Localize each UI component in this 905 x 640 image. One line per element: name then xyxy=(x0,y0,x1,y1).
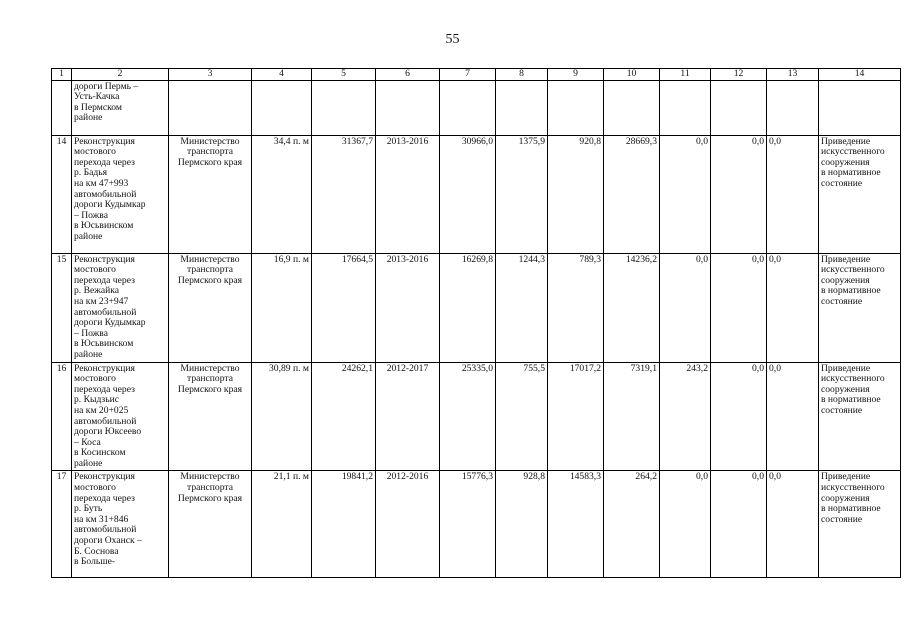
cell-value: 0,0 xyxy=(660,135,711,253)
column-header: 5 xyxy=(312,69,376,81)
customer: Министерство транспорта Пермского края xyxy=(169,135,252,253)
cell-value: 0,0 xyxy=(767,135,819,253)
capacity: 16,9 п. м xyxy=(252,253,312,362)
customer: Министерство транспорта Пермского края xyxy=(169,362,252,471)
table-row xyxy=(52,135,901,253)
cell-value: 28669,3 xyxy=(604,135,660,253)
cell-value: 755,5 xyxy=(496,362,548,471)
cell-value: 17017,2 xyxy=(548,362,604,471)
period: 2013-2016 xyxy=(376,253,440,362)
cell-value: 14583,3 xyxy=(548,471,604,578)
capacity: 34,4 п. м xyxy=(252,135,312,253)
expected-result: Приведение искусственного сооружения в нормативное состояние xyxy=(819,135,901,253)
expected-result: Приведение искусственного сооружения в нормативное состояние xyxy=(819,253,901,362)
column-header: 7 xyxy=(440,69,496,81)
column-header: 11 xyxy=(660,69,711,81)
column-header: 3 xyxy=(169,69,252,81)
column-header: 2 xyxy=(72,69,169,81)
capacity: 30,89 п. м xyxy=(252,362,312,471)
column-number-row xyxy=(52,69,901,81)
column-header: 8 xyxy=(496,69,548,81)
object-name: Реконструкция мостового перехода через р. Буть на км 31+846 автомобильной дороги Оханск – Б. Соснова в Больше- xyxy=(72,471,169,578)
object-name: Реконструкция мостового перехода через р. Кыдзьис на км 20+025 автомобильной дороги Юксеево – Коса в Косинском районе xyxy=(72,362,169,471)
expected-result: Приведение искусственного сооружения в нормативное состояние xyxy=(819,362,901,471)
row-number: 15 xyxy=(52,253,72,362)
expected-result: Приведение искусственного сооружения в нормативное состояние xyxy=(819,471,901,578)
cell-value: 0,0 xyxy=(767,362,819,471)
cell-value: 15776,3 xyxy=(440,471,496,578)
cell-value: 0,0 xyxy=(660,253,711,362)
cell-value: 928,8 xyxy=(496,471,548,578)
column-header: 13 xyxy=(767,69,819,81)
row-number: 16 xyxy=(52,362,72,471)
cell-value: 25335,0 xyxy=(440,362,496,471)
period: 2012-2016 xyxy=(376,471,440,578)
cell-value: 0,0 xyxy=(711,253,767,362)
table-row-continuation xyxy=(52,80,901,135)
cell-value: 1375,9 xyxy=(496,135,548,253)
cell-value: 7319,1 xyxy=(604,362,660,471)
cell-value: 0,0 xyxy=(711,135,767,253)
cell-value: 31367,7 xyxy=(312,135,376,253)
cell-value: 920,8 xyxy=(548,135,604,253)
object-name: Реконструкция мостового перехода через р. Вежайка на км 23+947 автомобильной дороги Кудымкар – Пожва в Юсьвинском районе xyxy=(72,253,169,362)
cell-value: 17664,5 xyxy=(312,253,376,362)
cell-value: 19841,2 xyxy=(312,471,376,578)
cell-value: 0,0 xyxy=(660,471,711,578)
column-header: 6 xyxy=(376,69,440,81)
column-header: 10 xyxy=(604,69,660,81)
investment-table xyxy=(51,68,901,578)
table-row xyxy=(52,253,901,362)
cell-value: 0,0 xyxy=(711,471,767,578)
column-header: 14 xyxy=(819,69,901,81)
table-row xyxy=(52,471,901,578)
cell-value: 789,3 xyxy=(548,253,604,362)
period: 2013-2016 xyxy=(376,135,440,253)
period: 2012-2017 xyxy=(376,362,440,471)
cell-value: 14236,2 xyxy=(604,253,660,362)
cell-value: 243,2 xyxy=(660,362,711,471)
customer: Министерство транспорта Пермского края xyxy=(169,471,252,578)
column-header: 4 xyxy=(252,69,312,81)
row-number: 14 xyxy=(52,135,72,253)
row-number: 17 xyxy=(52,471,72,578)
cell-value: 24262,1 xyxy=(312,362,376,471)
column-header: 12 xyxy=(711,69,767,81)
column-header: 9 xyxy=(548,69,604,81)
cell-value: 16269,8 xyxy=(440,253,496,362)
page-number: 55 xyxy=(445,32,460,47)
cell-value: 1244,3 xyxy=(496,253,548,362)
object-name: дороги Пермь – Усть-Качка в Пермском районе xyxy=(72,80,169,135)
cell-value: 0,0 xyxy=(711,362,767,471)
column-header: 1 xyxy=(52,69,72,81)
cell-value: 0,0 xyxy=(767,471,819,578)
cell-value: 264,2 xyxy=(604,471,660,578)
table-row xyxy=(52,362,901,471)
object-name: Реконструкция мостового перехода через р. Бадья на км 47+993 автомобильной дороги Кудымкар – Пожва в Юсьвинском районе xyxy=(72,135,169,253)
capacity: 21,1 п. м xyxy=(252,471,312,578)
cell-value: 0,0 xyxy=(767,253,819,362)
customer: Министерство транспорта Пермского края xyxy=(169,253,252,362)
cell-value: 30966,0 xyxy=(440,135,496,253)
